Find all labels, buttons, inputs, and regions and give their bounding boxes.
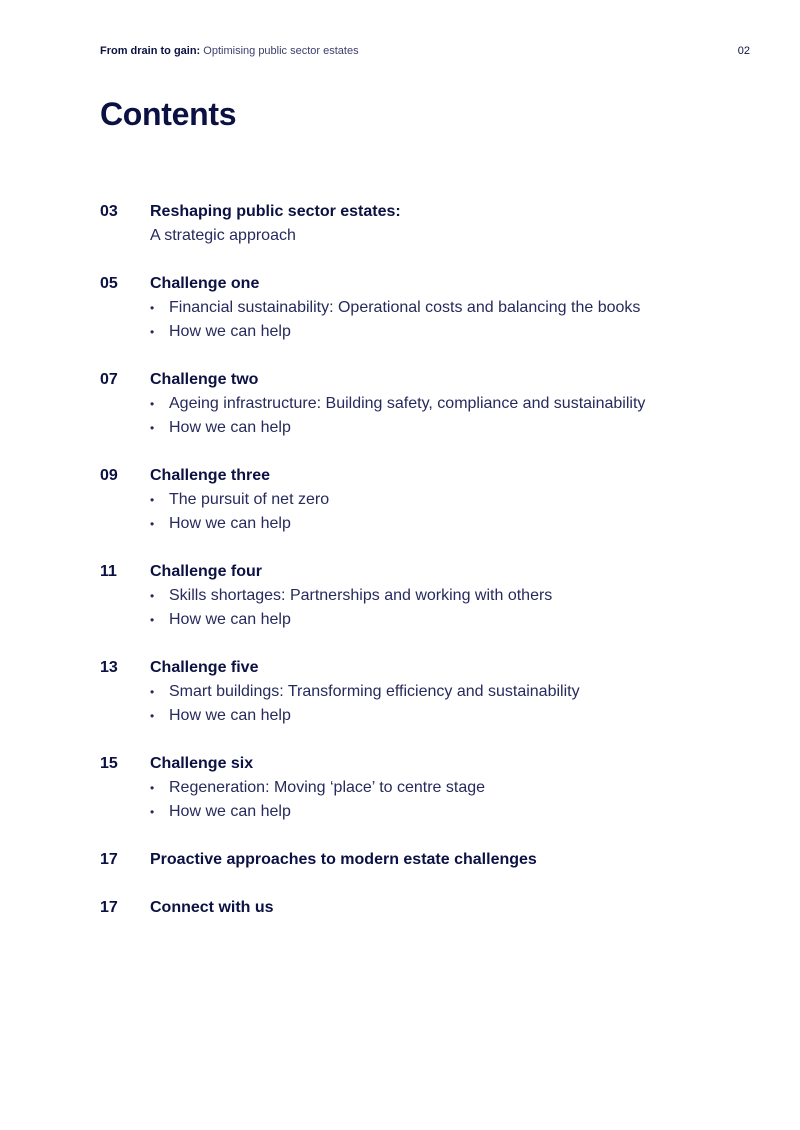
toc-entry-body xyxy=(150,848,750,872)
toc-page-number: 17 xyxy=(100,851,118,868)
toc-entry-title[interactable]: Proactive approaches to modern estate challenges xyxy=(150,851,537,868)
page-header xyxy=(100,45,750,57)
bullet-icon: • xyxy=(150,325,155,339)
toc-bullet-text: Ageing infrastructure: Building safety, compliance and sustainability xyxy=(169,395,646,412)
toc-bullet-text: How we can help xyxy=(169,515,291,532)
toc-entry-title[interactable]: Challenge two xyxy=(150,371,259,388)
bullet-icon: • xyxy=(150,685,155,699)
toc-page-number: 09 xyxy=(100,467,118,484)
toc-bullet-text: Regeneration: Moving ‘place’ to centre stage xyxy=(169,779,486,796)
toc-bullet-item[interactable] xyxy=(150,296,750,320)
toc-bullet-list xyxy=(150,680,750,728)
toc-entry-body xyxy=(150,752,750,824)
toc-bullet-list xyxy=(150,488,750,536)
toc-entry[interactable] xyxy=(100,272,750,344)
toc-entry[interactable] xyxy=(100,896,750,920)
toc-page-number: 05 xyxy=(100,275,118,292)
toc-entry-title[interactable]: Challenge three xyxy=(150,467,271,484)
toc-bullet-text: How we can help xyxy=(169,803,291,820)
toc-bullet-list xyxy=(150,392,750,440)
toc-bullet-text: Financial sustainability: Operational costs and balancing the books xyxy=(169,299,641,316)
toc-entry-body xyxy=(150,272,750,344)
toc-bullet-list xyxy=(150,776,750,824)
toc-bullet-item[interactable] xyxy=(150,416,750,440)
bullet-icon: • xyxy=(150,301,155,315)
toc-entry-body xyxy=(150,200,750,248)
toc-entry[interactable] xyxy=(100,752,750,824)
bullet-icon: • xyxy=(150,517,155,531)
toc-bullet-list xyxy=(150,296,750,344)
toc-bullet-text: How we can help xyxy=(169,323,291,340)
toc-page-number: 11 xyxy=(100,563,117,580)
toc-bullet-text: Smart buildings: Transforming efficiency and sustainability xyxy=(169,683,580,700)
toc-entry-title[interactable]: Challenge six xyxy=(150,755,254,772)
toc-bullet-item[interactable] xyxy=(150,800,750,824)
toc-bullet-text: How we can help xyxy=(169,611,291,628)
table-of-contents xyxy=(100,200,750,944)
bullet-icon: • xyxy=(150,397,155,411)
toc-bullet-item[interactable] xyxy=(150,704,750,728)
toc-entry-body xyxy=(150,896,750,920)
toc-bullet-text: How we can help xyxy=(169,419,291,436)
toc-entry-title[interactable]: Connect with us xyxy=(150,899,274,916)
toc-entry-subtitle: A strategic approach xyxy=(150,227,296,244)
toc-entry[interactable] xyxy=(100,560,750,632)
toc-page-number: 07 xyxy=(100,371,118,388)
bullet-icon: • xyxy=(150,781,155,795)
toc-bullet-text: How we can help xyxy=(169,707,291,724)
bullet-icon: • xyxy=(150,709,155,723)
toc-entry-title[interactable]: Challenge four xyxy=(150,563,263,580)
toc-bullet-list xyxy=(150,584,750,632)
document-title-bold: From drain to gain: xyxy=(100,45,201,57)
toc-entry-title[interactable]: Reshaping public sector estates: xyxy=(150,203,401,220)
toc-entry[interactable] xyxy=(100,368,750,440)
toc-entry[interactable] xyxy=(100,848,750,872)
toc-bullet-text: Skills shortages: Partnerships and working with others xyxy=(169,587,553,604)
toc-bullet-item[interactable] xyxy=(150,320,750,344)
toc-bullet-item[interactable] xyxy=(150,488,750,512)
toc-page-number: 17 xyxy=(100,899,118,916)
toc-entry-body xyxy=(150,560,750,632)
toc-bullet-item[interactable] xyxy=(150,776,750,800)
document-title xyxy=(100,45,359,57)
toc-entry[interactable] xyxy=(100,464,750,536)
document-title-rest: Optimising public sector estates xyxy=(203,45,359,57)
toc-entry-title[interactable]: Challenge five xyxy=(150,659,259,676)
page-number: 02 xyxy=(737,45,750,57)
toc-entry-body xyxy=(150,368,750,440)
toc-page-number: 03 xyxy=(100,203,118,220)
bullet-icon: • xyxy=(150,421,155,435)
toc-bullet-item[interactable] xyxy=(150,512,750,536)
bullet-icon: • xyxy=(150,589,155,603)
toc-bullet-item[interactable] xyxy=(150,584,750,608)
toc-page-number: 13 xyxy=(100,659,118,676)
bullet-icon: • xyxy=(150,493,155,507)
toc-bullet-item[interactable] xyxy=(150,392,750,416)
toc-entry-body xyxy=(150,656,750,728)
toc-page-number: 15 xyxy=(100,755,118,772)
bullet-icon: • xyxy=(150,805,155,819)
toc-entry[interactable] xyxy=(100,656,750,728)
toc-entry-title[interactable]: Challenge one xyxy=(150,275,260,292)
toc-bullet-item[interactable] xyxy=(150,680,750,704)
toc-entry[interactable] xyxy=(100,200,750,248)
toc-bullet-text: The pursuit of net zero xyxy=(169,491,330,508)
bullet-icon: • xyxy=(150,613,155,627)
page-title: Contents xyxy=(100,96,237,132)
toc-entry-body xyxy=(150,464,750,536)
toc-bullet-item[interactable] xyxy=(150,608,750,632)
